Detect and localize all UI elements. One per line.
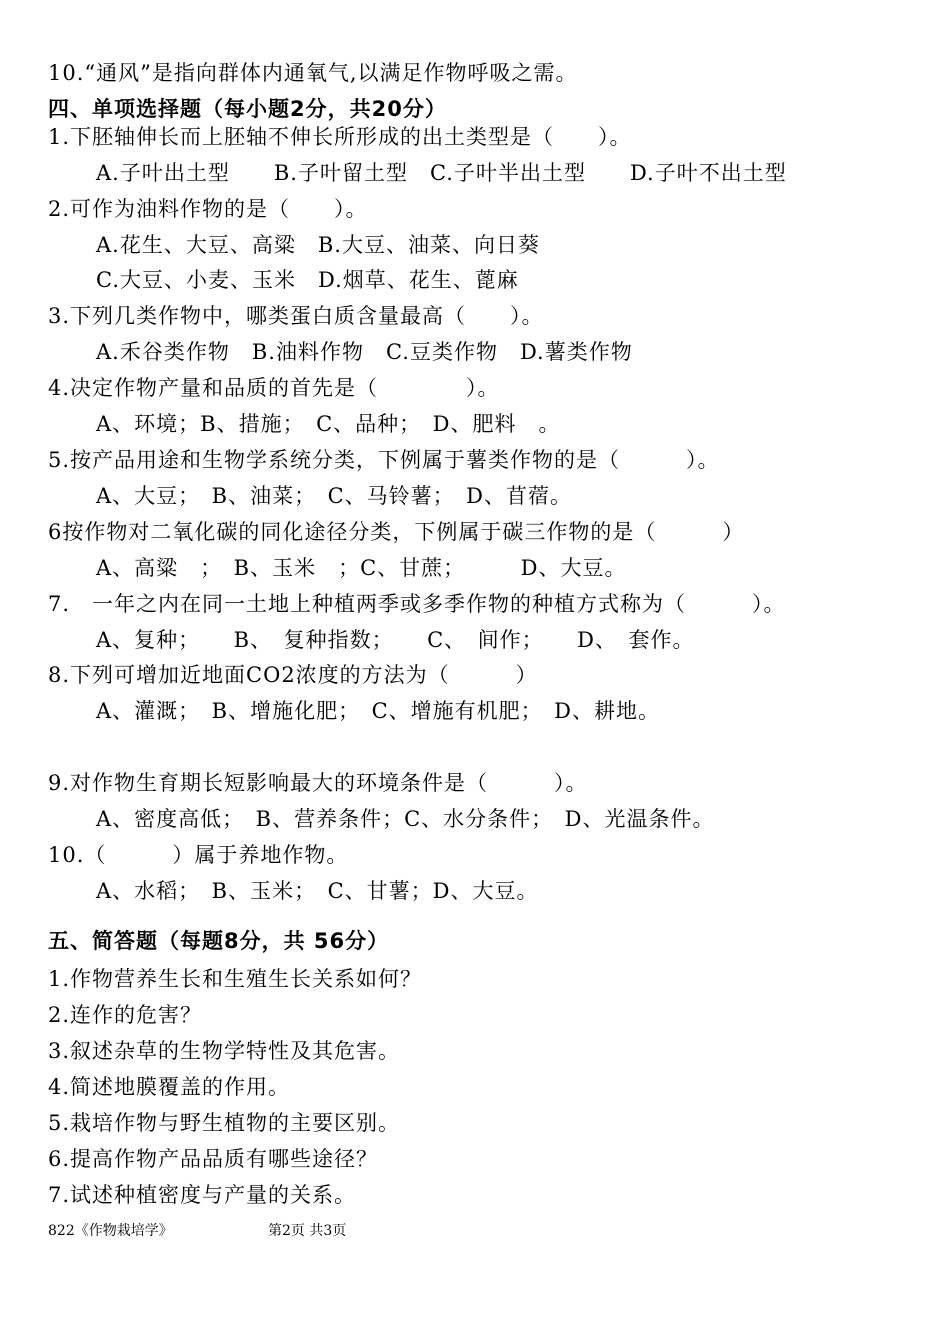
q1-stem: 1.下胚轴伸长而上胚轴不伸长所形成的出土类型是（ ）。 — [48, 125, 632, 149]
q7-options: A、复种； B、 复种指数； C、 间作； D、 套作。 — [96, 628, 695, 652]
q4-options: A、环境；B、措施； C、品种； D、肥料 。 — [96, 412, 561, 436]
footer-page-number: 第2页 共3页 — [268, 1223, 347, 1239]
short-q1: 1.作物营养生长和生殖生长关系如何？ — [48, 967, 423, 991]
q4-stem: 4.决定作物产量和品质的首先是（ ）。 — [48, 376, 500, 400]
section-5-heading: 五、简答题（每题8分，共 56分） — [48, 929, 390, 953]
footer-course: 822《作物栽培学》 — [48, 1223, 173, 1239]
line-10-ventilation: 10.“通风”是指向群体内通氧气,以满足作物呼吸之需。 — [48, 61, 578, 85]
q3-stem: 3.下列几类作物中，哪类蛋白质含量最高（ ）。 — [48, 304, 544, 328]
short-q3: 3.叙述杂草的生物学特性及其危害。 — [48, 1039, 401, 1063]
q7-stem: 7. 一年之内在同一土地上种植两季或多季作物的种植方式称为（ ）。 — [48, 592, 786, 616]
short-q5: 5.栽培作物与野生植物的主要区别。 — [48, 1111, 401, 1135]
short-q7: 7.试述种植密度与产量的关系。 — [48, 1183, 357, 1207]
q1-options: A.子叶出土型 B.子叶留土型 C.子叶半出土型 D.子叶不出土型 — [96, 161, 787, 185]
q10-options: A、水稻； B、玉米； C、甘薯；D、大豆。 — [96, 879, 539, 903]
q8-options: A、灌溉； B、增施化肥； C、增施有机肥； D、耕地。 — [96, 699, 661, 723]
short-q2: 2.连作的危害？ — [48, 1003, 203, 1027]
q8-stem: 8.下列可增加近地面CO2浓度的方法为（ ） — [48, 663, 538, 687]
q3-options: A.禾谷类作物 B.油料作物 C.豆类作物 D.薯类作物 — [96, 340, 633, 364]
q9-stem: 9.对作物生育期长短影响最大的环境条件是（ ）。 — [48, 771, 588, 795]
q2-options-ab: A.花生、大豆、高粱 B.大豆、油菜、向日葵 — [96, 233, 540, 257]
q6-stem: 6按作物对二氧化碳的同化途径分类，下例属于碳三作物的是（ ） — [48, 520, 745, 544]
q2-options-cd: C.大豆、小麦、玉米 D.烟草、花生、蓖麻 — [96, 268, 519, 292]
short-q6: 6.提高作物产品品质有哪些途径？ — [48, 1147, 379, 1171]
section-4-heading: 四、单项选择题（每小题2分，共20分） — [48, 97, 447, 121]
q2-stem: 2.可作为油料作物的是（ ）。 — [48, 197, 368, 221]
q9-options: A、密度高低； B、营养条件；C、水分条件； D、光温条件。 — [96, 807, 715, 831]
short-q4: 4.简述地膜覆盖的作用。 — [48, 1075, 291, 1099]
q5-stem: 5.按产品用途和生物学系统分类，下例属于薯类作物的是（ ）。 — [48, 448, 720, 472]
q5-options: A、大豆； B、油菜； C、马铃薯； D、苜蓿。 — [96, 484, 573, 508]
q6-options: A、高粱 ； B、玉米 ；C、甘蔗； D、大豆。 — [96, 556, 627, 580]
q10-stem: 10.（ ）属于养地作物。 — [48, 843, 349, 867]
